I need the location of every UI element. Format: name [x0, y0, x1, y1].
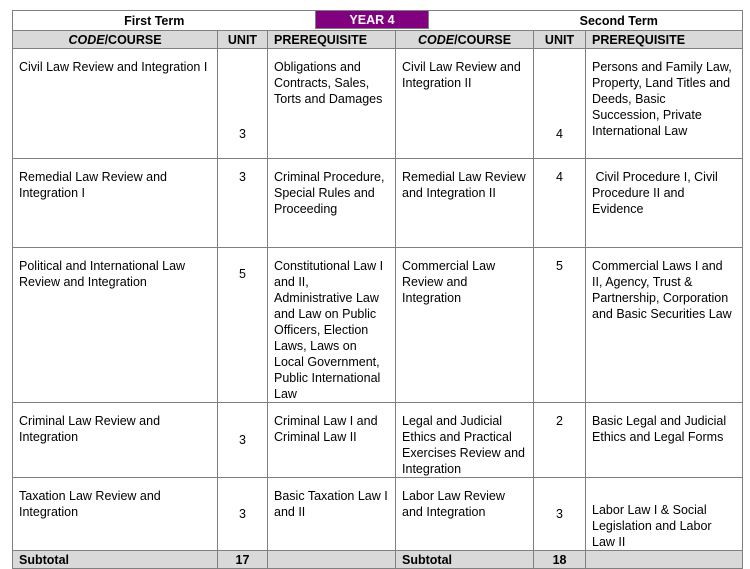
col-header-unit-first: UNIT	[218, 31, 268, 49]
second-unit: 4	[534, 49, 586, 159]
subtotal-empty-second	[586, 551, 743, 569]
second-prereq: Civil Procedure I, Civil Procedure II and Evidence	[586, 159, 743, 248]
table-row	[13, 248, 743, 403]
subtotal-row	[13, 551, 743, 569]
second-unit: 4	[534, 159, 586, 248]
first-unit: 3	[218, 403, 268, 478]
table-row	[13, 49, 743, 159]
first-unit: 3	[218, 49, 268, 159]
first-prereq: Criminal Procedure, Special Rules and Proceeding	[268, 159, 396, 248]
table-row	[13, 159, 743, 248]
table-row	[13, 403, 743, 478]
subtotal-units-first: 17	[218, 551, 268, 569]
second-course: Civil Law Review and Integration II	[396, 49, 534, 159]
col-header-prereq-second: PREREQUISITE	[586, 31, 743, 49]
first-course: Criminal Law Review and Integration	[13, 403, 218, 478]
curriculum-table-wrapper	[12, 10, 742, 569]
subtotal-label-first: Subtotal	[13, 551, 218, 569]
second-unit: 5	[534, 248, 586, 403]
second-prereq: Labor Law I & Social Legislation and Labor Law II	[586, 478, 743, 551]
first-prereq: Criminal Law I and Criminal Law II	[268, 403, 396, 478]
first-course: Taxation Law Review and Integration	[13, 478, 218, 551]
table-row	[13, 478, 743, 551]
curriculum-table	[12, 10, 743, 569]
first-course: Remedial Law Review and Integration I	[13, 159, 218, 248]
first-prereq: Basic Taxation Law I and II	[268, 478, 396, 551]
year-badge: YEAR 4	[315, 10, 429, 29]
subtotal-label-second: Subtotal	[396, 551, 534, 569]
second-unit: 2	[534, 403, 586, 478]
col-header-unit-second: UNIT	[534, 31, 586, 49]
second-course: Labor Law Review and Integration	[396, 478, 534, 551]
second-course: Remedial Law Review and Integration II	[396, 159, 534, 248]
first-unit: 5	[218, 248, 268, 403]
first-term-title: First Term	[13, 11, 396, 31]
second-prereq: Commercial Laws I and II, Agency, Trust & Partnership, Corporation and Basic Securities Law	[586, 248, 743, 403]
second-course: Commercial Law Review and Integration	[396, 248, 534, 403]
second-term-title: Second Term	[396, 11, 743, 31]
second-course: Legal and Judicial Ethics and Practical Exercises Review and Integration	[396, 403, 534, 478]
col-header-prereq-first: PREREQUISITE	[268, 31, 396, 49]
first-prereq: Constitutional Law I and II, Administrative Law and Law on Public Officers, Election Laws, Laws on Local Government, Public International Law	[268, 248, 396, 403]
subtotal-units-second: 18	[534, 551, 586, 569]
subtotal-empty-first	[268, 551, 396, 569]
first-unit: 3	[218, 159, 268, 248]
first-prereq: Obligations and Contracts, Sales, Torts and Damages	[268, 49, 396, 159]
second-prereq: Basic Legal and Judicial Ethics and Legal Forms	[586, 403, 743, 478]
col-header-course-first: CODE/COURSE	[13, 31, 218, 49]
first-unit: 3	[218, 478, 268, 551]
second-prereq: Persons and Family Law, Property, Land Titles and Deeds, Basic Succession, Private International Law	[586, 49, 743, 159]
column-header-row	[13, 31, 743, 49]
first-course: Civil Law Review and Integration I	[13, 49, 218, 159]
second-unit: 3	[534, 478, 586, 551]
first-course: Political and International Law Review and Integration	[13, 248, 218, 403]
col-header-course-second: CODE/COURSE	[396, 31, 534, 49]
